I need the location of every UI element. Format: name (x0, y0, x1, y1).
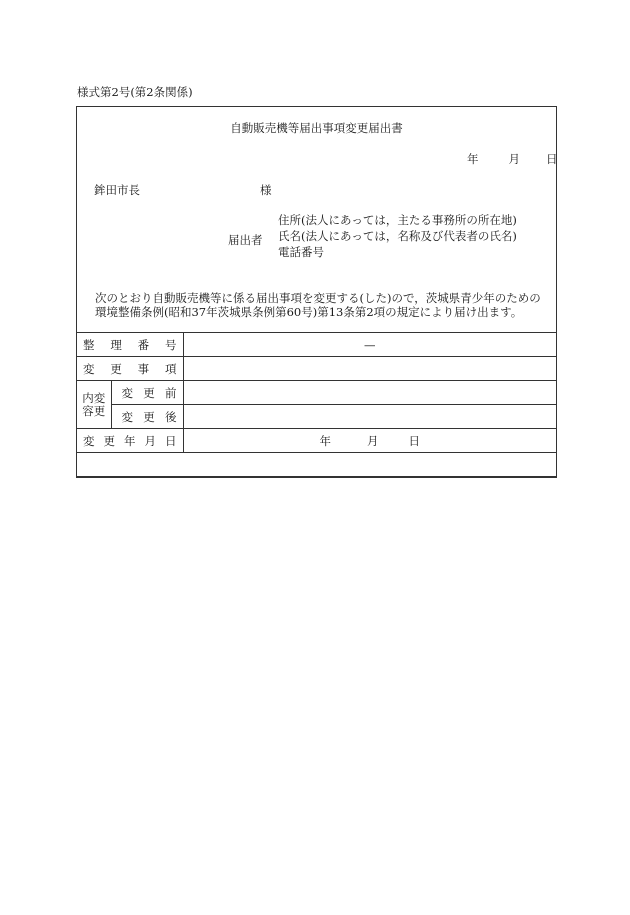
before-value[interactable] (183, 381, 556, 405)
content-label-line-2: 容更 (82, 403, 106, 418)
after-label: 変更後 (111, 405, 183, 429)
table-row (77, 453, 556, 477)
details-table (77, 332, 556, 477)
change-date-day: 日 (408, 433, 420, 448)
table-row (77, 333, 556, 357)
form-reference: 様式第2号(第2条関係) (77, 85, 193, 99)
submitter-phone: 電話番号 (278, 245, 324, 259)
content-label-line-1: 内変 (82, 390, 106, 405)
submitter-label: 届出者 (228, 233, 263, 247)
table-row (77, 429, 556, 453)
change-date-value[interactable] (183, 429, 556, 453)
reg-no-label: 整理番号 (77, 333, 183, 357)
table-row (77, 357, 556, 381)
after-value[interactable] (183, 405, 556, 429)
honorific: 様 (260, 183, 272, 197)
submission-date (467, 152, 558, 166)
item-label: 変更事項 (77, 357, 183, 381)
reg-no-value: — (183, 333, 556, 357)
date-year: 年 (467, 152, 479, 166)
body-text: 次のとおり自動販売機等に係る届出事項を変更する(した)ので，茨城県青少年のための環境整備条例(昭和37年茨城県条例第60号)第13条第2項の規定により届け出ます。 (95, 291, 541, 319)
item-value[interactable] (183, 357, 556, 381)
before-label: 変更前 (111, 381, 183, 405)
table-row (77, 405, 556, 429)
submitter-name: 氏名(法人にあっては，名称及び代表者の氏名) (278, 229, 517, 243)
addressee: 鉾田市長 (94, 183, 140, 197)
form-frame (76, 106, 557, 478)
submitter-address: 住所(法人にあっては，主たる事務所の所在地) (278, 213, 517, 227)
table-row (77, 381, 556, 405)
content-label (77, 381, 111, 429)
change-date-label: 変更年月日 (77, 429, 183, 453)
date-day: 日 (546, 152, 558, 166)
change-date-year: 年 (319, 433, 331, 448)
remarks-cell[interactable] (77, 453, 556, 477)
form-title: 自動販売機等届出事項変更届出書 (230, 121, 403, 135)
date-month: 月 (508, 152, 520, 166)
change-date-month: 月 (367, 433, 379, 448)
